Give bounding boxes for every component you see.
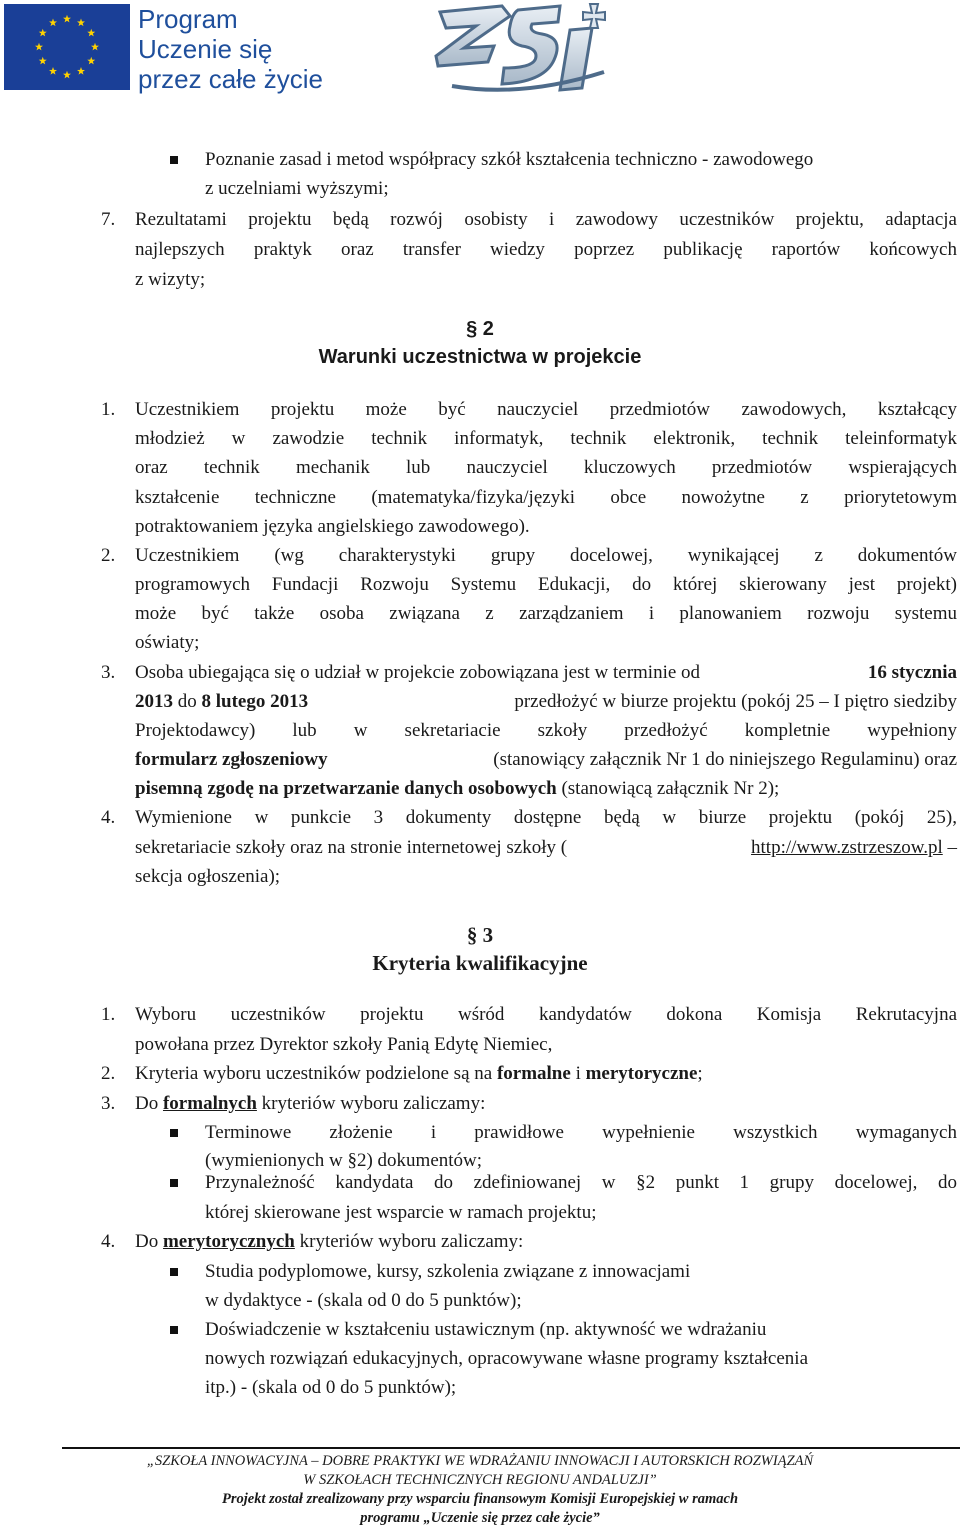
item-number: 7.: [101, 209, 116, 230]
paragraph-number: 4.: [101, 807, 116, 828]
s2-p3-consent: pisemną zgodę na przetwarzanie danych osobowych: [135, 778, 557, 799]
criteria-number: 2.: [101, 1063, 116, 1084]
program-line-2: Uczenie się: [138, 34, 273, 64]
s2-p2-line-2: programowych Fundacji Rozwoju Systemu Edukacji, do której skierowany jest projekt): [135, 574, 957, 595]
s2-p1-line-4: kształcenie techniczne (matematyka/fizyka/języki obce nowożytne z priorytetowym: [135, 487, 957, 508]
s2-p2-line-1: Uczestnikiem (wg charakterystyki grupy docelowej, wynikającej z dokumentów: [135, 545, 957, 566]
intro-bullet-line-1: Poznanie zasad i metod współpracy szkół kształcenia techniczno - zawodowego: [205, 149, 814, 170]
s3-k4-line: [135, 1227, 523, 1256]
bullet-marker: [170, 1268, 178, 1276]
page-header: [0, 0, 960, 100]
s3-k3-line: [135, 1089, 485, 1118]
s2-p1-line-2: młodzież w zawodzie technik informatyk, technik elektronik, technik teleinformatyk: [135, 428, 957, 449]
s2-p3-line-5-text: (stanowiącą załącznik Nr 2);: [561, 778, 780, 799]
s3-k2-text-c: i: [570, 1063, 586, 1084]
s2-p4-line-1: Wymienione w punkcie 3 dokumenty dostępne będą w biurze projektu (pokój 25),: [135, 807, 957, 828]
s3-k2-formal: formalne: [496, 1063, 571, 1084]
item7-line-1: Rezultatami projektu będą rozwój osobisty i zawodowy uczestników projektu, adaptacja: [135, 209, 957, 230]
s2-p3-date-end: 8 lutego 2013: [201, 691, 309, 712]
s2-p4-link-group: [751, 833, 957, 862]
bullet-marker: [170, 156, 178, 164]
s3-k4-text-c: kryteriów wyboru zaliczamy:: [294, 1231, 524, 1252]
s3-k4-b2-line-3: itp.) - (skala od 0 do 5 punktów);: [205, 1377, 457, 1398]
s3-k3-b2-line-1: Przynależność kandydata do zdefiniowanej w §2 punkt 1 grupy docelowej, do: [205, 1172, 957, 1193]
s2-p2-line-4: oświaty;: [135, 632, 200, 653]
s3-k2-line: [135, 1059, 703, 1088]
s3-k4-b1-line-1: Studia podyplomowe, kursy, szkolenia związane z innowacjami: [205, 1261, 691, 1282]
s2-p4-line-3: sekcja ogłoszenia);: [135, 866, 281, 887]
s2-p2-line-3: może być także osoba związana z zarządzaniem i planowaniem rozwoju systemu: [135, 603, 957, 624]
s2-p3-line-2: [135, 687, 957, 716]
s3-k2-text-a: Kryteria wyboru uczestników podzielone są na: [135, 1063, 497, 1084]
eu-flag-icon: [4, 4, 130, 90]
s3-k4-substantive: merytorycznych: [162, 1231, 295, 1252]
s3-k3-b2-line-2: której skierowane jest wsparcie w ramach projektu;: [205, 1202, 597, 1223]
school-website-link[interactable]: http://www.zstrzeszow.pl: [751, 837, 943, 858]
s3-k3-text-a: Do: [135, 1093, 163, 1114]
s3-k1-line-1: Wyboru uczestników projektu wśród kandydatów dokona Komisja Rekrutacyjna: [135, 1004, 957, 1025]
bullet-marker: [170, 1129, 178, 1137]
program-line-1: Program: [138, 4, 238, 34]
paragraph-number: 3.: [101, 662, 116, 683]
criteria-number: 3.: [101, 1093, 116, 1114]
s3-k3-b1-line-2: (wymienionych w §2) dokumentów;: [205, 1150, 483, 1171]
s2-p3-line-1-text: Osoba ubiegająca się o udział w projekcie zobowiązana jest w terminie od: [135, 662, 701, 683]
paragraph-number: 1.: [101, 399, 116, 420]
criteria-number: 1.: [101, 1004, 116, 1025]
s3-k3-text-c: kryteriów wyboru zaliczamy:: [256, 1093, 486, 1114]
s2-p3-form: formularz zgłoszeniowy: [135, 749, 328, 770]
section-3-symbol: § 3: [466, 923, 494, 947]
s2-p4-line-2: [135, 833, 957, 862]
paragraph-number: 2.: [101, 545, 116, 566]
s3-k4-text-a: Do: [135, 1231, 163, 1252]
s2-p3-line-2-text: przedłożyć w biurze projektu (pokój 25 – I piętro siedziby: [514, 691, 957, 712]
footer-divider: [62, 1447, 960, 1449]
footer-line-1: „SZKOŁA INNOWACYJNA – DOBRE PRAKTYKI WE WDRAŻANIU INNOWACJI I AUTORSKICH ROZWIĄZAŃ: [146, 1453, 814, 1469]
s2-p3-do: do: [177, 691, 197, 712]
footer-line-2: W SZKOŁACH TECHNICZNYCH REGIONU ANDALUZJI”: [303, 1472, 657, 1488]
item7-line-3: z wizyty;: [135, 269, 206, 290]
s2-p3-line-2-group: [135, 687, 308, 716]
zsi-logo-icon: [432, 2, 616, 96]
s2-p1-line-3: oraz technik mechanik lub nauczyciel kluczowych przedmiotów wspierających: [135, 457, 957, 478]
s2-p4-dash: –: [942, 837, 957, 858]
s3-k3-b1-line-1: Terminowe złożenie i prawidłowe wypełnienie wszystkich wymaganych: [205, 1122, 957, 1143]
program-name: [138, 4, 398, 94]
item7-line-2: najlepszych praktyk oraz transfer wiedzy poprzez publikację raportów końcowych: [135, 239, 957, 260]
bullet-marker: [170, 1179, 178, 1187]
s2-p3-line-1: [135, 658, 957, 687]
s3-k1-line-2: powołana przez Dyrektor szkoły Panią Edytę Niemiec,: [135, 1034, 553, 1055]
s2-p3-line-4-text: (stanowiący załącznik Nr 1 do niniejszego Regulaminu) oraz: [493, 749, 957, 770]
s3-k2-text-e: ;: [697, 1063, 703, 1084]
section-3-title: Kryteria kwalifikacyjne: [372, 951, 588, 975]
section-2-symbol: § 2: [466, 318, 494, 340]
s3-k4-b2-line-1: Doświadczenie w kształceniu ustawicznym (np. aktywność we wdrażaniu: [205, 1319, 767, 1340]
bullet-marker: [170, 1326, 178, 1334]
s2-p4-line-2-text: sekretariacie szkoły oraz na stronie internetowej szkoły (: [135, 837, 568, 858]
section-2-title: Warunki uczestnictwa w projekcie: [318, 346, 642, 368]
footer-line-3: Projekt został zrealizowany przy wsparciu finansowym Komisji Europejskiej w ramach: [221, 1491, 739, 1507]
s2-p3-line-5: [135, 774, 779, 803]
s2-p3-date-start: 16 stycznia: [867, 662, 957, 683]
program-line-3: przez całe życie: [138, 64, 323, 94]
s3-k4-b1-line-2: w dydaktyce - (skala od 0 do 5 punktów);: [205, 1290, 522, 1311]
s2-p1-line-1: Uczestnikiem projektu może być nauczyciel przedmiotów zawodowych, kształcący: [135, 399, 957, 420]
criteria-number: 4.: [101, 1231, 116, 1252]
intro-bullet-line-2: z uczelniami wyższymi;: [205, 178, 389, 199]
s3-k3-formal: formalnych: [162, 1093, 257, 1114]
s2-p1-line-5: potraktowaniem języka angielskiego zawodowego).: [135, 516, 530, 537]
footer-line-4: programu „Uczenie się przez całe życie”: [360, 1510, 600, 1526]
s2-p3-line-3: Projektodawcy) lub w sekretariacie szkoły przedłożyć kompletnie wypełniony: [135, 720, 957, 741]
s2-p3-year: 2013: [135, 691, 173, 712]
s2-p3-line-4: [135, 745, 957, 774]
s3-k2-substantive: merytoryczne: [585, 1063, 698, 1084]
s3-k4-b2-line-2: nowych rozwiązań edukacyjnych, opracowywane własne programy kształcenia: [205, 1348, 808, 1369]
